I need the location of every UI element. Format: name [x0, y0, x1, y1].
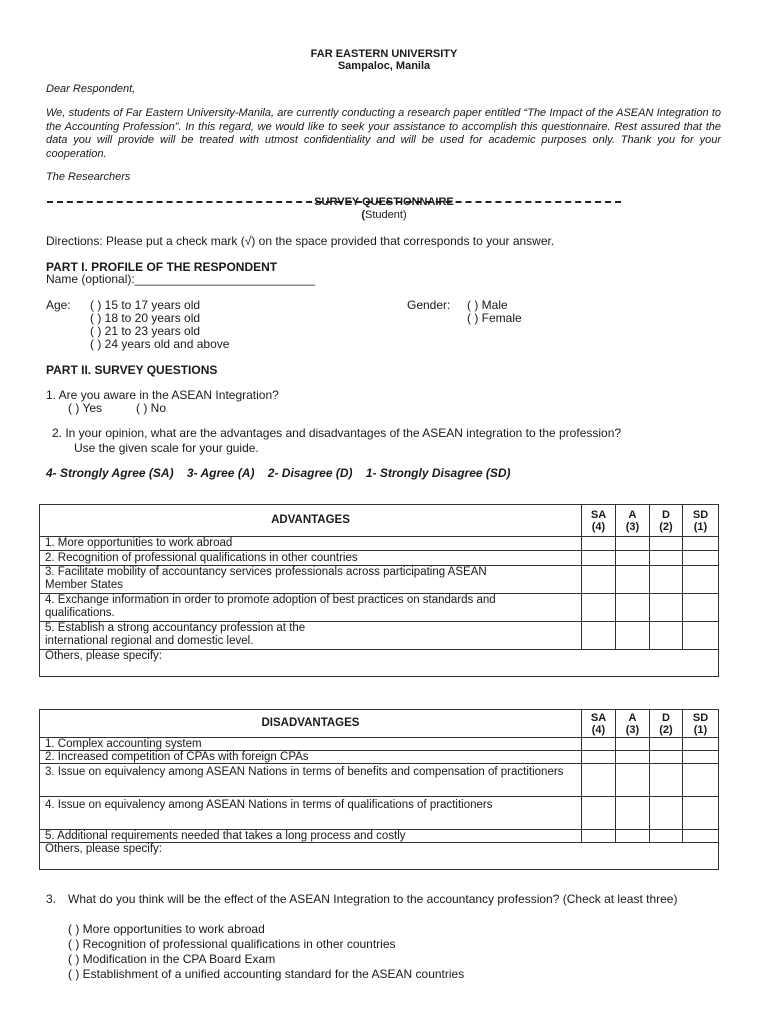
col-sa: SA (4): [582, 710, 616, 738]
disadvantages-table: [39, 709, 719, 870]
university-location: Sampaloc, Manila: [337, 60, 431, 72]
others-specify[interactable]: Others, please specify:: [40, 650, 719, 677]
q3-option[interactable]: ( ) More opportunities to work abroad: [68, 922, 265, 936]
check-cell[interactable]: [616, 738, 650, 751]
check-cell[interactable]: [683, 738, 719, 751]
question-2: 2. In your opinion, what are the advantages and disadvantages of the ASEAN integration to the profession?: [52, 426, 622, 440]
col-a: A (3): [616, 505, 650, 537]
subtitle-text: Student): [365, 209, 407, 221]
q3-option[interactable]: ( ) Modification in the CPA Board Exam: [68, 952, 276, 966]
col-a: A (3): [616, 710, 650, 738]
check-cell[interactable]: [650, 830, 683, 843]
table-row: 4. Issue on equivalency among ASEAN Nations in terms of qualifications of practitioners: [40, 797, 582, 830]
advantages-table: [39, 504, 719, 677]
check-cell[interactable]: [650, 751, 683, 764]
check-cell[interactable]: [683, 551, 719, 566]
age-option[interactable]: ( ) 21 to 23 years old: [90, 324, 201, 338]
others-specify[interactable]: Others, please specify:: [40, 843, 719, 870]
university-name: FAR EASTERN UNIVERSITY: [310, 48, 458, 60]
age-option[interactable]: ( ) 15 to 17 years old: [90, 298, 201, 312]
check-cell[interactable]: [683, 537, 719, 551]
survey-title: SURVEY QUESTIONNAIRE: [314, 196, 454, 208]
check-cell[interactable]: [616, 797, 650, 830]
check-cell[interactable]: [650, 797, 683, 830]
check-cell[interactable]: [616, 551, 650, 566]
check-cell[interactable]: [582, 797, 616, 830]
question-2-guide: Use the given scale for your guide.: [74, 441, 259, 455]
table-row: 5. Additional requirements needed that takes a long process and costly: [40, 830, 582, 843]
check-cell[interactable]: [582, 622, 616, 650]
check-cell[interactable]: [582, 551, 616, 566]
check-cell[interactable]: [616, 830, 650, 843]
question-1: 1. Are you aware in the ASEAN Integration?: [46, 388, 279, 402]
check-cell[interactable]: [683, 830, 719, 843]
table-row: 2. Increased competition of CPAs with foreign CPAs: [40, 751, 582, 764]
table-row: 1. Complex accounting system: [40, 738, 582, 751]
check-cell[interactable]: [683, 764, 719, 797]
check-cell[interactable]: [616, 537, 650, 551]
check-cell[interactable]: [582, 738, 616, 751]
gender-option-male[interactable]: ( ) Male: [467, 298, 508, 312]
gender-option-female[interactable]: ( ) Female: [467, 311, 522, 325]
subtitle-paren: (: [361, 209, 366, 221]
check-cell[interactable]: [616, 764, 650, 797]
table-row: 4. Exchange information in order to promote adoption of best practices on standards and qualifications.: [40, 594, 582, 622]
check-cell[interactable]: [650, 537, 683, 551]
gender-label: Gender:: [407, 298, 451, 312]
q1-option-yes[interactable]: ( ) Yes: [68, 401, 103, 415]
signature: The Researchers: [46, 171, 131, 183]
advantages-header: ADVANTAGES: [40, 505, 582, 537]
check-cell[interactable]: [616, 622, 650, 650]
disadvantages-header: DISADVANTAGES: [40, 710, 582, 738]
q3-option[interactable]: ( ) Recognition of professional qualifications in other countries: [68, 937, 396, 951]
age-option[interactable]: ( ) 24 years old and above: [90, 337, 230, 351]
rating-scale: 4- Strongly Agree (SA) 3- Agree (A) 2- Disagree (D) 1- Strongly Disagree (SD): [46, 466, 511, 480]
col-sd: SD (1): [683, 710, 719, 738]
name-field[interactable]: Name (optional):___________________________: [46, 272, 315, 286]
check-cell[interactable]: [683, 751, 719, 764]
check-cell[interactable]: [582, 566, 616, 594]
directions: Directions: Please put a check mark (√) on the space provided that corresponds to your answer.: [46, 234, 555, 248]
survey-subtitle: [284, 209, 484, 221]
age-label: Age:: [46, 298, 71, 312]
check-cell[interactable]: [683, 566, 719, 594]
col-d: D (2): [650, 710, 683, 738]
check-cell[interactable]: [616, 566, 650, 594]
part1-heading: PART I. PROFILE OF THE RESPONDENT: [46, 260, 278, 274]
check-cell[interactable]: [616, 594, 650, 622]
check-cell[interactable]: [582, 751, 616, 764]
check-cell[interactable]: [683, 594, 719, 622]
age-option[interactable]: ( ) 18 to 20 years old: [90, 311, 201, 325]
table-row: 3. Facilitate mobility of accountancy services professionals across participating ASEAN Member States: [40, 566, 582, 594]
check-cell[interactable]: [650, 594, 683, 622]
table-row: 2. Recognition of professional qualifications in other countries: [40, 551, 582, 566]
check-cell[interactable]: [582, 764, 616, 797]
check-cell[interactable]: [582, 594, 616, 622]
col-sd: SD (1): [683, 505, 719, 537]
q3-option[interactable]: ( ) Establishment of a unified accounting standard for the ASEAN countries: [68, 967, 465, 981]
col-sa: SA (4): [582, 505, 616, 537]
check-cell[interactable]: [616, 751, 650, 764]
letter-body: We, students of Far Eastern University-Manila, are currently conducting a research paper entitled “The Impact of the ASEAN Integration to the Accounting Profession”. In this regard, we would like to seek your assistance to accomplish this questionnaire. Rest assured that the data you will provide will be treated with utmost confidentiality and will be used for academic purposes only. Thank you for your cooperation.: [46, 107, 721, 160]
check-cell[interactable]: [650, 566, 683, 594]
check-cell[interactable]: [650, 764, 683, 797]
check-cell[interactable]: [650, 622, 683, 650]
q3-number: 3.: [46, 892, 57, 906]
table-row: 5. Establish a strong accountancy profession at the international regional and domestic level.: [40, 622, 582, 650]
check-cell[interactable]: [683, 797, 719, 830]
check-cell[interactable]: [650, 738, 683, 751]
part2-heading: PART II. SURVEY QUESTIONS: [46, 363, 218, 377]
col-d: D (2): [650, 505, 683, 537]
table-row: 3. Issue on equivalency among ASEAN Nations in terms of benefits and compensation of practitioners: [40, 764, 582, 797]
salutation: Dear Respondent,: [46, 83, 136, 95]
check-cell[interactable]: [582, 537, 616, 551]
check-cell[interactable]: [683, 622, 719, 650]
check-cell[interactable]: [582, 830, 616, 843]
question-3: What do you think will be the effect of the ASEAN Integration to the accountancy profession? (Check at least three): [68, 892, 678, 906]
check-cell[interactable]: [650, 551, 683, 566]
table-row: 1. More opportunities to work abroad: [40, 537, 582, 551]
q1-option-no[interactable]: ( ) No: [136, 401, 166, 415]
